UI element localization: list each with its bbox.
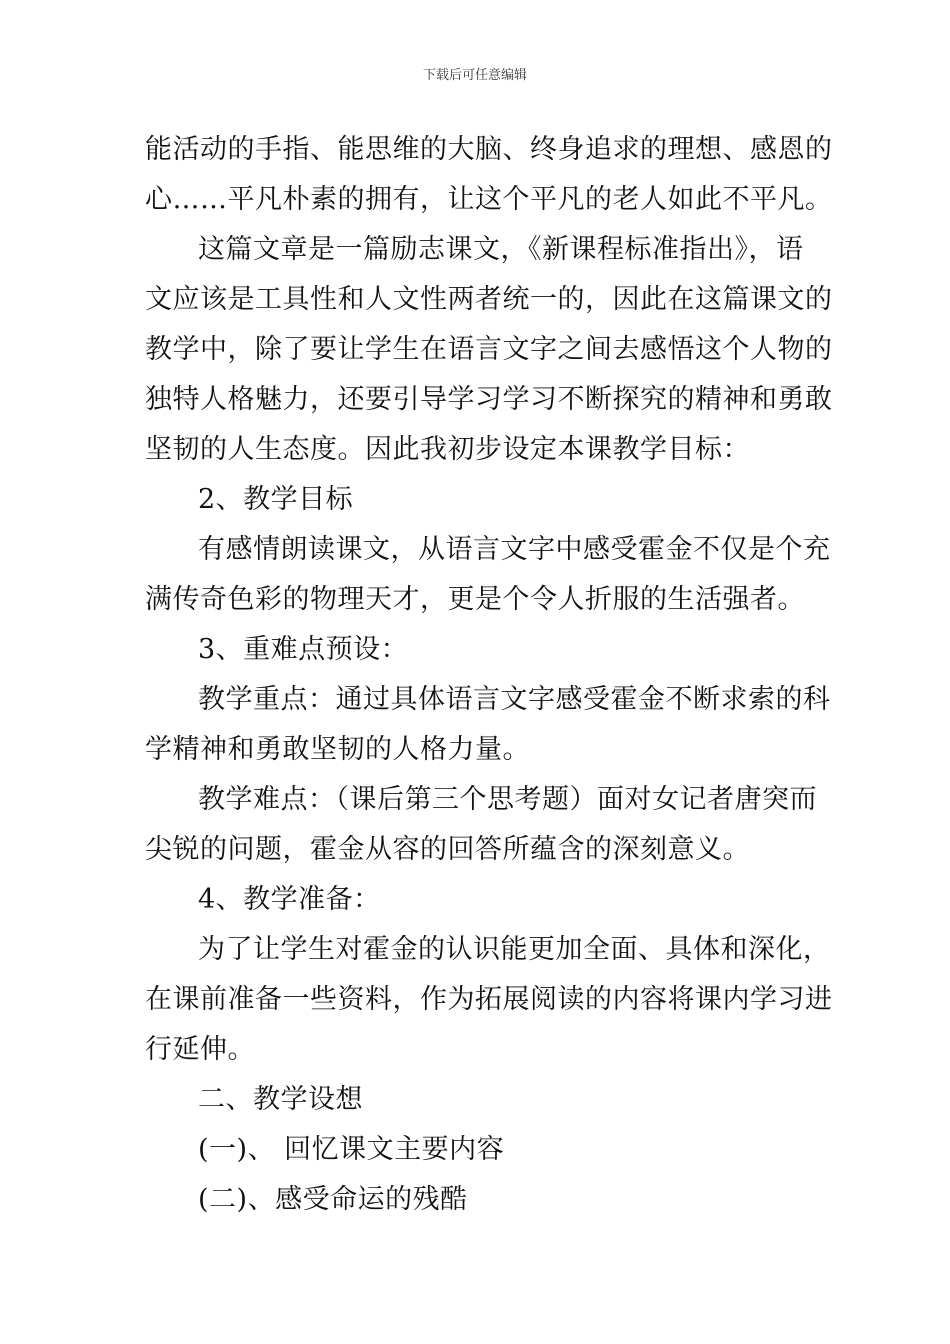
text-line: 为了让学生对霍金的认识能更加全面、具体和深化， bbox=[198, 934, 831, 965]
subsection-heading: (二)、感受命运的残酷 bbox=[198, 1184, 468, 1215]
section-heading: 二、教学设想 bbox=[198, 1084, 363, 1115]
subsection-heading: (一)、 回忆课文主要内容 bbox=[198, 1134, 505, 1165]
text-line: 在课前准备一些资料，作为拓展阅读的内容将课内学习进 bbox=[145, 984, 833, 1015]
text-line: 有感情朗读课文，从语言文字中感受霍金不仅是个充 bbox=[198, 534, 831, 565]
text-line: 学精神和勇敢坚韧的人格力量。 bbox=[145, 734, 530, 765]
text-line: 心……平凡朴素的拥有，让这个平凡的老人如此不平凡。 bbox=[145, 184, 833, 215]
text-line: 行延伸。 bbox=[145, 1034, 255, 1065]
text-line: 这篇文章是一篇励志课文，《新课程标准指出》，语 bbox=[198, 234, 804, 265]
section-heading: 3、重难点预设： bbox=[198, 634, 409, 665]
text-line: 能活动的手指、能思维的大脑、终身追求的理想、感恩的 bbox=[145, 134, 833, 165]
text-line: 独特人格魅力，还要引导学习学习不断探究的精神和勇敢 bbox=[145, 384, 833, 415]
text-line: 文应该是工具性和人文性两者统一的，因此在这篇课文的 bbox=[145, 284, 833, 315]
text-line: 尖锐的问题，霍金从容的回答所蕴含的深刻意义。 bbox=[145, 834, 750, 865]
section-heading: 2、教学目标 bbox=[198, 484, 354, 515]
page-header: 下载后可任意编辑 bbox=[422, 68, 527, 83]
text-line: 满传奇色彩的物理天才，更是个令人折服的生活强者。 bbox=[145, 584, 805, 615]
text-line: 教学中，除了要让学生在语言文字之间去感悟这个人物的 bbox=[145, 334, 833, 365]
section-heading: 4、教学准备： bbox=[198, 884, 381, 915]
text-line: 坚韧的人生态度。因此我初步设定本课教学目标： bbox=[145, 434, 750, 465]
text-line: 教学重点：通过具体语言文字感受霍金不断求索的科 bbox=[198, 684, 831, 715]
text-line: 教学难点：（课后第三个思考题）面对女记者唐突而 bbox=[198, 784, 817, 815]
